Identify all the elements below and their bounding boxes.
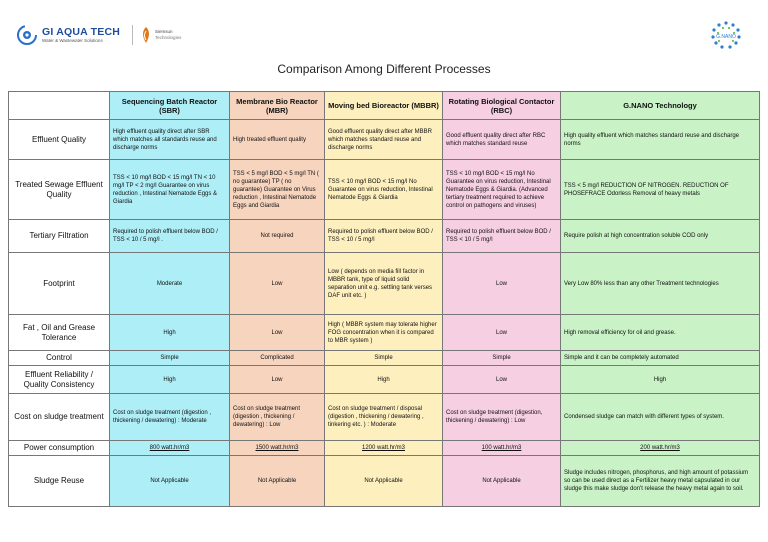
column-header-gnano: G.NANO Technology (561, 92, 760, 120)
company-name: GI AQUA TECH (42, 25, 121, 38)
cell-rbc: Not Applicable (443, 456, 561, 507)
cell-mbr: Not required (230, 220, 325, 253)
cell-gnano: Require polish at high concentration soluble COD only (561, 220, 760, 253)
row-label-effluent-quality: Effluent Quality (9, 120, 110, 160)
table-row (9, 456, 760, 507)
partner-tagline: Technologies (155, 35, 182, 40)
row-label-footprint: Footprint (9, 253, 110, 315)
cell-mbr: TSS < 5 mg/l BOD < 5 mg/l TN ( no guarantee) TP ( no guarantee) Guarantee on Virus reduction , Intestinal Nematode Eggs and Giardia (230, 160, 325, 220)
power-value-gnano[interactable]: 200 watt.hr/m3 (640, 445, 680, 451)
page-title: Comparison Among Different Processes (277, 62, 491, 76)
table-row (9, 160, 760, 220)
cell-sbr: TSS < 10 mg/l BOD < 15 mg/l TN < 10 mg/l TP < 2 mg/l Guarantee on virus reduction , Intestinal Nematode Eggs & Giardia (110, 160, 230, 220)
row-label-sludge-reuse: Sludge Reuse (9, 456, 110, 507)
cell-sbr: High (110, 366, 230, 394)
cell-rbc: Low (443, 253, 561, 315)
header-logos (16, 22, 181, 48)
row-label-power-consumption: Power consumption (9, 441, 110, 456)
gnano-logo (709, 20, 743, 50)
cell-gnano: High removal efficiency for oil and grease. (561, 315, 760, 351)
company-tagline: Water & Wastewater Solutions (42, 37, 103, 43)
column-header-sbr: Sequencing Batch Reactor (SBR) (110, 92, 230, 120)
cell-mbr: Cost on sludge treatment (digestion , thickening / dewatering) : Low (230, 394, 325, 441)
power-value-rbc[interactable]: 100 watt.hr/m3 (481, 445, 522, 451)
gi-aqua-tech-logo-icon (16, 24, 38, 46)
cell-mbbr: Good effluent quality direct after MBBR which matches standard reuse and discharge norms (325, 120, 443, 160)
cell-sbr: Required to polish effluent below BOD / TSS < 10 / 5 mg/l . (110, 220, 230, 253)
cell-gnano (561, 441, 760, 456)
cell-mbbr: Not Applicable (325, 456, 443, 507)
cell-gnano: Condensed sludge can match with different types of system. (561, 394, 760, 441)
row-label-effluent-reliability: Effluent Reliability / Quality Consistency (9, 366, 110, 394)
cell-rbc: Low (443, 315, 561, 351)
row-label-tertiary-filtration: Tertiary Filtration (9, 220, 110, 253)
cell-mbr: Not Applicable (230, 456, 325, 507)
cell-mbbr: High ( MBBR system may tolerate higher FOG concentration when it is compared to MBR system ) (325, 315, 443, 351)
row-label-fog-tolerance: Fat , Oil and Grease Tolerance (9, 315, 110, 351)
column-header-mbbr: Moving bed Bioreactor (MBBR) (325, 92, 443, 120)
cell-gnano: Very Low 80% less than any other Treatment technologies (561, 253, 760, 315)
cell-sbr: High (110, 315, 230, 351)
cell-gnano: Simple and it can be completely automated (561, 351, 760, 366)
cell-mbr: Low (230, 253, 325, 315)
gnano-logo-icon (709, 20, 743, 50)
table-row (9, 315, 760, 351)
cell-gnano: TSS < 5 mg/l REDUCTION OF NITROGEN. REDUCTION OF PHOSEFRACE Odorless Removal of heavy metals (561, 160, 760, 220)
cell-mbbr: Required to polish effluent below BOD / TSS < 10 / 5 mg/l (325, 220, 443, 253)
cell-mbr: Low (230, 315, 325, 351)
gnano-logo-text: G.NANO (716, 34, 736, 40)
cell-gnano: Sludge includes nitrogen, phosphorus, and high amount of potassium so can be used direct as a Fertilizer heavy metal capsulated in our sludge this make sludge don't release the heavy metal again to soil. (561, 456, 760, 507)
cell-gnano: High (561, 366, 760, 394)
cell-mbr: High treated effluent quality (230, 120, 325, 160)
cell-mbr: Low (230, 366, 325, 394)
cell-sbr: Simple (110, 351, 230, 366)
row-label-treated-sewage-effluent-quality: Treated Sewage Effluent Quality (9, 160, 110, 220)
column-header-mbr: Membrane Bio Reactor (MBR) (230, 92, 325, 120)
cell-rbc: Cost on sludge treatment (digestion, thickening / dewatering) : Low (443, 394, 561, 441)
comparison-table (8, 91, 760, 507)
column-header-rbc: Rotating Biological Contactor (RBC) (443, 92, 561, 120)
cell-mbbr: Low ( depends on media fill factor in MBBR tank, type of liquid solid separation unit e.g. settling tank verses DAF unit etc. ) (325, 253, 443, 315)
cell-mbr: Complicated (230, 351, 325, 366)
logo-divider (132, 25, 133, 45)
cell-mbr (230, 441, 325, 456)
table-row (9, 253, 760, 315)
table-row (9, 351, 760, 366)
table-row (9, 366, 760, 394)
cell-mbbr: Cost on sludge treatment / disposal (digestion , thickening / dewatering , tinkering etc. ) : Moderate (325, 394, 443, 441)
power-value-sbr[interactable]: 800 watt.hr/m3 (149, 445, 190, 451)
cell-sbr: High effluent quality direct after SBR which matches all standards reuse and discharge norms (110, 120, 230, 160)
table-header-row (9, 92, 760, 120)
cell-mbbr: Simple (325, 351, 443, 366)
table-row (9, 394, 760, 441)
header-corner-cell (9, 92, 110, 120)
cell-rbc: Required to polish effluent below BOD / TSS < 10 / 5 mg/l (443, 220, 561, 253)
table-row (9, 220, 760, 253)
cell-gnano: High quality effluent which matches standard reuse and discharge norms (561, 120, 760, 160)
cell-rbc (443, 441, 561, 456)
siemsun-logo-icon (141, 26, 151, 44)
cell-mbbr: TSS < 10 mg/l BOD < 15 mg/l No Guarantee on virus reduction, Intestinal Nematode Eggs & Giardia (325, 160, 443, 220)
cell-sbr: Moderate (110, 253, 230, 315)
table-row (9, 120, 760, 160)
row-label-cost-on-sludge-treatment: Cost on sludge treatment (9, 394, 110, 441)
cell-rbc: Simple (443, 351, 561, 366)
table-row (9, 441, 760, 456)
cell-rbc: Good effluent quality direct after RBC which matches standard reuse (443, 120, 561, 160)
power-value-mbbr[interactable]: 1200 watt.hr/m3 (361, 445, 406, 451)
cell-sbr: Cost on sludge treatment (digestion , thickening / dewatering) : Moderate (110, 394, 230, 441)
row-label-control: Control (9, 351, 110, 366)
cell-rbc: TSS < 10 mg/l BOD < 15 mg/l No Guarantee on virus reduction, Intestinal Nematode Eggs & Giardia. (Advanced tertiary treatment required to achieve control on pathogens and viruses) (443, 160, 561, 220)
cell-mbbr (325, 441, 443, 456)
cell-sbr (110, 441, 230, 456)
cell-mbbr: High (325, 366, 443, 394)
power-value-mbr[interactable]: 1500 watt.hr/m3 (255, 445, 299, 451)
cell-rbc: Low (443, 366, 561, 394)
partner-name: Siemsun (155, 29, 173, 34)
cell-sbr: Not Applicable (110, 456, 230, 507)
